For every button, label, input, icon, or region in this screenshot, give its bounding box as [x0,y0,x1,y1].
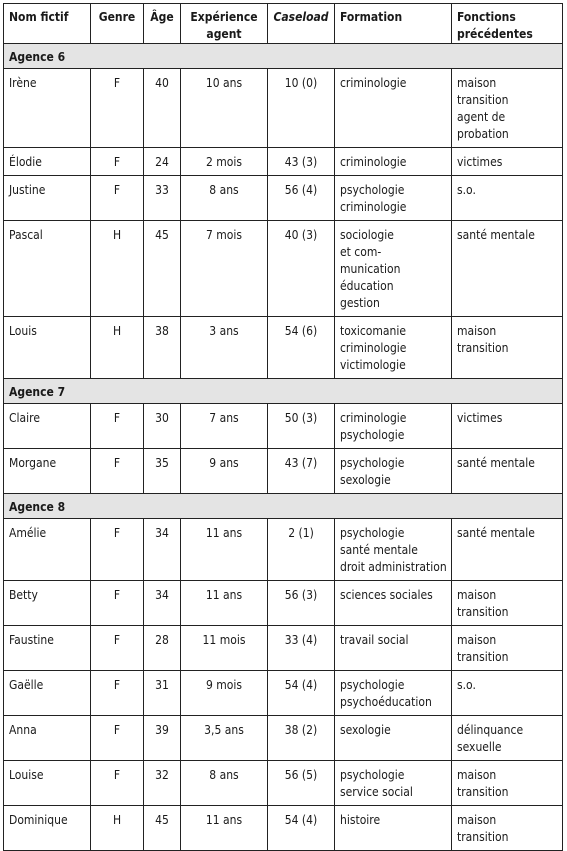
cell-caseload: 56 (5) [268,761,335,806]
cell-fonctions-precedentes-line: délinquance [457,723,524,737]
cell-nom-fictif: Louise [4,761,91,806]
cell-formation-line: et com- [340,245,382,259]
cell-age: 33 [144,176,181,221]
table-row [4,69,563,148]
cell-formation [335,671,452,716]
cell-fonctions-precedentes [452,404,563,449]
header-formation: Formation [335,4,452,44]
cell-fonctions-precedentes [452,221,563,317]
cell-age: 34 [144,519,181,581]
agency-label: Agence 6 [4,44,563,69]
cell-formation-line: toxicomanie [340,324,407,338]
cell-genre: F [91,626,144,671]
header-nom-fictif: Nom fictif [4,4,91,44]
cell-age: 32 [144,761,181,806]
cell-formation-line: histoire [340,813,381,827]
cell-formation-line: psychologie [340,526,405,540]
cell-age: 31 [144,671,181,716]
cell-formation [335,761,452,806]
header-caseload: Caseload [268,4,335,44]
cell-experience: 7 ans [181,404,268,449]
cell-formation [335,626,452,671]
cell-fonctions-precedentes [452,671,563,716]
cell-formation-line: droit administration [340,560,447,574]
cell-genre: F [91,761,144,806]
table-body [4,44,563,851]
table-row [4,581,563,626]
cell-formation [335,519,452,581]
cell-nom-fictif: Betty [4,581,91,626]
cell-experience: 10 ans [181,69,268,148]
table-row [4,317,563,379]
cell-experience: 8 ans [181,176,268,221]
cell-formation-line: santé mentale [340,543,418,557]
cell-fonctions-precedentes-line: maison [457,768,497,782]
cell-fonctions-precedentes-line: transition [457,605,509,619]
header-experience: Expérience agent [181,4,268,44]
cell-formation [335,806,452,851]
cell-nom-fictif: Faustine [4,626,91,671]
cell-fonctions-precedentes [452,519,563,581]
cell-formation-line: service social [340,785,413,799]
cell-fonctions-precedentes [452,806,563,851]
cell-fonctions-precedentes-line: maison [457,588,497,602]
table-row [4,671,563,716]
cell-fonctions-precedentes-line: santé mentale [457,526,535,540]
cell-age: 45 [144,221,181,317]
cell-nom-fictif: Pascal [4,221,91,317]
cell-formation-line: munication [340,262,401,276]
cell-caseload: 10 (0) [268,69,335,148]
cell-nom-fictif: Dominique [4,806,91,851]
cell-nom-fictif: Claire [4,404,91,449]
cell-nom-fictif: Élodie [4,148,91,176]
cell-fonctions-precedentes-line: santé mentale [457,456,535,470]
cell-fonctions-precedentes [452,581,563,626]
table-row [4,761,563,806]
cell-caseload: 54 (4) [268,671,335,716]
cell-fonctions-precedentes-line: transition [457,650,509,664]
cell-formation [335,716,452,761]
cell-formation-line: psychologie [340,678,405,692]
cell-caseload: 56 (4) [268,176,335,221]
table-header [4,4,563,44]
cell-fonctions-precedentes-line: maison [457,76,497,90]
cell-genre: F [91,449,144,494]
table-row [4,806,563,851]
cell-formation-line: sexologie [340,723,391,737]
cell-genre: F [91,404,144,449]
header-age: Âge [144,4,181,44]
cell-genre: H [91,806,144,851]
table-row [4,176,563,221]
table-row [4,148,563,176]
cell-fonctions-precedentes [452,761,563,806]
cell-fonctions-precedentes-line: santé mentale [457,228,535,242]
cell-genre: H [91,221,144,317]
cell-fonctions-precedentes-line: victimes [457,155,503,169]
cell-formation-line: psychologie [340,456,405,470]
cell-age: 34 [144,581,181,626]
cell-formation-line: sexologie [340,473,391,487]
cell-caseload: 54 (6) [268,317,335,379]
cell-fonctions-precedentes-line: transition [457,341,509,355]
cell-fonctions-precedentes-line: s.o. [457,183,476,197]
cell-fonctions-precedentes-line: transition [457,830,509,844]
cell-formation [335,176,452,221]
cell-formation-line: psychologie [340,768,405,782]
cell-formation-line: criminologie [340,155,407,169]
cell-formation-line: criminologie [340,76,407,90]
cell-formation [335,449,452,494]
cell-genre: F [91,581,144,626]
table-row [4,404,563,449]
cell-formation [335,69,452,148]
cell-nom-fictif: Justine [4,176,91,221]
cell-experience: 3 ans [181,317,268,379]
cell-formation [335,581,452,626]
agents-table [3,3,563,851]
cell-formation-line: criminologie [340,200,407,214]
cell-nom-fictif: Louis [4,317,91,379]
cell-experience: 11 ans [181,519,268,581]
cell-fonctions-precedentes-line: maison [457,633,497,647]
cell-caseload: 33 (4) [268,626,335,671]
cell-nom-fictif: Morgane [4,449,91,494]
cell-formation-line: psychologie [340,183,405,197]
table-row [4,519,563,581]
agency-label: Agence 8 [4,494,563,519]
agency-group-row [4,379,563,404]
cell-formation-line: sociologie [340,228,394,242]
cell-experience: 2 mois [181,148,268,176]
cell-formation [335,317,452,379]
cell-caseload: 38 (2) [268,716,335,761]
header-fonctions: Fonctions précédentes [452,4,563,44]
cell-experience: 7 mois [181,221,268,317]
cell-age: 28 [144,626,181,671]
cell-formation [335,148,452,176]
agency-label: Agence 7 [4,379,563,404]
cell-fonctions-precedentes-line: maison [457,324,497,338]
cell-fonctions-precedentes [452,148,563,176]
cell-genre: H [91,317,144,379]
cell-fonctions-precedentes [452,449,563,494]
cell-genre: F [91,148,144,176]
cell-caseload: 43 (3) [268,148,335,176]
cell-fonctions-precedentes-line: transition [457,785,509,799]
cell-genre: F [91,716,144,761]
cell-formation [335,404,452,449]
cell-fonctions-precedentes [452,716,563,761]
table-row [4,716,563,761]
cell-experience: 11 ans [181,806,268,851]
cell-fonctions-precedentes-line: agent de [457,110,506,124]
cell-genre: F [91,176,144,221]
cell-caseload: 43 (7) [268,449,335,494]
cell-nom-fictif: Amélie [4,519,91,581]
cell-fonctions-precedentes-line: sexuelle [457,740,502,754]
cell-formation-line: sciences sociales [340,588,433,602]
cell-fonctions-precedentes-line: maison [457,813,497,827]
cell-experience: 8 ans [181,761,268,806]
cell-formation-line: psychologie [340,428,405,442]
header-genre: Genre [91,4,144,44]
cell-nom-fictif: Irène [4,69,91,148]
cell-experience: 3,5 ans [181,716,268,761]
cell-fonctions-precedentes-line: transition [457,93,509,107]
cell-caseload: 2 (1) [268,519,335,581]
table-row [4,221,563,317]
cell-caseload: 56 (3) [268,581,335,626]
cell-fonctions-precedentes-line: victimes [457,411,503,425]
table-row [4,449,563,494]
cell-fonctions-precedentes [452,176,563,221]
cell-formation-line: travail social [340,633,409,647]
cell-formation [335,221,452,317]
cell-formation-line: gestion [340,296,380,310]
cell-genre: F [91,519,144,581]
cell-nom-fictif: Anna [4,716,91,761]
cell-fonctions-precedentes [452,69,563,148]
table-row [4,626,563,671]
cell-caseload: 40 (3) [268,221,335,317]
cell-genre: F [91,671,144,716]
cell-caseload: 50 (3) [268,404,335,449]
cell-age: 39 [144,716,181,761]
cell-formation-line: criminologie [340,411,407,425]
cell-nom-fictif: Gaëlle [4,671,91,716]
cell-fonctions-precedentes [452,317,563,379]
cell-fonctions-precedentes [452,626,563,671]
cell-age: 30 [144,404,181,449]
cell-genre: F [91,69,144,148]
cell-experience: 9 ans [181,449,268,494]
cell-formation-line: psychoéducation [340,695,432,709]
cell-fonctions-precedentes-line: probation [457,127,509,141]
cell-experience: 9 mois [181,671,268,716]
cell-formation-line: criminologie [340,341,407,355]
agency-group-row [4,44,563,69]
cell-age: 24 [144,148,181,176]
cell-age: 45 [144,806,181,851]
cell-experience: 11 ans [181,581,268,626]
cell-fonctions-precedentes-line: s.o. [457,678,476,692]
cell-experience: 11 mois [181,626,268,671]
cell-age: 35 [144,449,181,494]
cell-formation-line: victimologie [340,358,406,372]
cell-age: 40 [144,69,181,148]
cell-caseload: 54 (4) [268,806,335,851]
cell-age: 38 [144,317,181,379]
cell-formation-line: éducation [340,279,394,293]
agency-group-row [4,494,563,519]
